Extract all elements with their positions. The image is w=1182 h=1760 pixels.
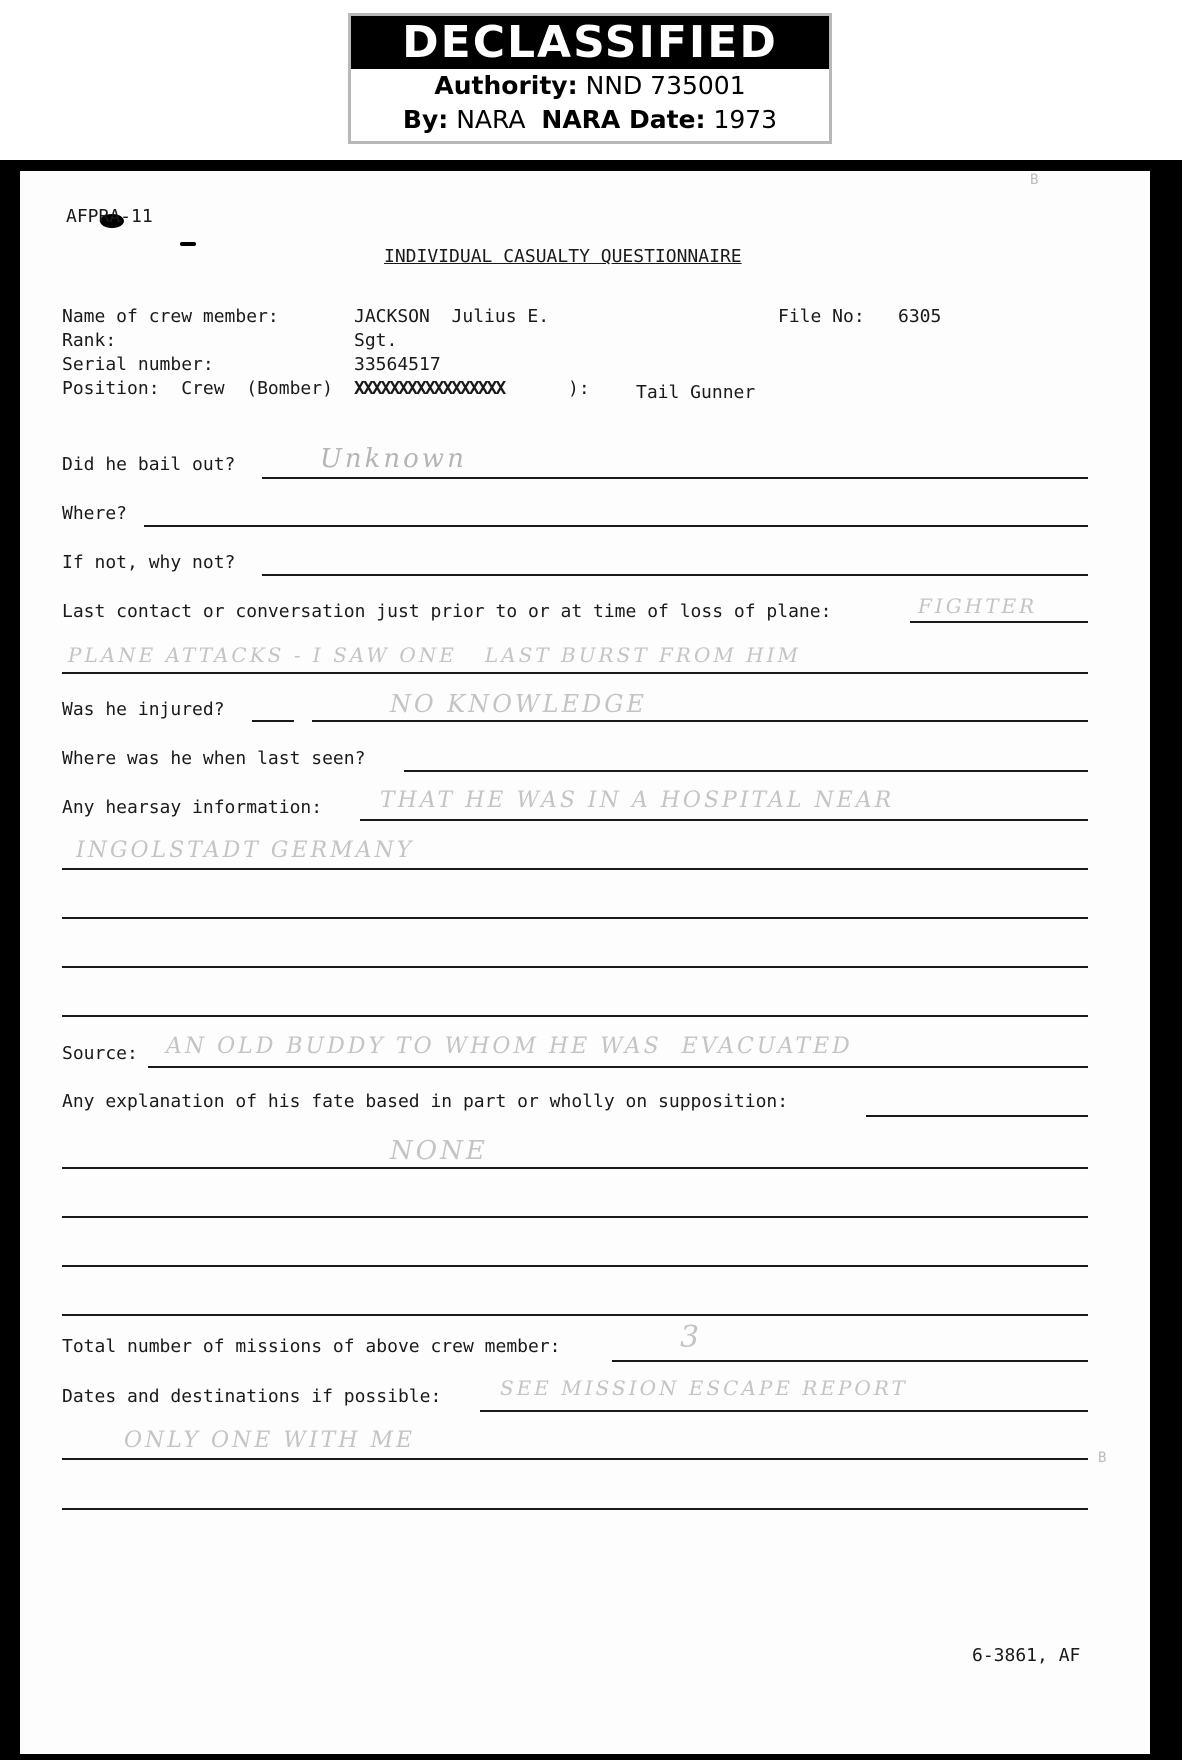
dates-answer-2: ONLY ONE WITH ME: [124, 1428, 416, 1453]
position-suffix: ):: [568, 378, 590, 399]
position-value: Tail Gunner: [636, 382, 756, 403]
corner-mark-bottom: B: [1098, 1450, 1107, 1466]
explanation-line-5: [62, 1314, 1088, 1316]
source-line: [148, 1066, 1088, 1068]
stamp-by-label: By:: [402, 105, 449, 134]
hearsay-answer-1: THAT HE WAS IN A HOSPITAL NEAR: [380, 788, 895, 813]
stamp-authority-label: Authority:: [434, 71, 578, 100]
serial-label: Serial number:: [62, 354, 214, 375]
dates-line-2: [62, 1458, 1088, 1460]
missions-label: Total number of missions of above crew member:: [62, 1336, 561, 1357]
stamp-authority-value: NND 735001: [585, 71, 746, 100]
explanation-line-4: [62, 1265, 1088, 1267]
rank-value: Sgt.: [354, 330, 398, 351]
source-answer: AN OLD BUDDY TO WHOM HE WAS EVACUATED: [166, 1034, 853, 1059]
explanation-line-2: [62, 1167, 1088, 1169]
lastseen-line: [404, 770, 1088, 772]
hearsay-line-5: [62, 1015, 1088, 1017]
dates-line-1: [480, 1410, 1088, 1412]
contact-label: Last contact or conversation just prior to or at time of loss of plane:: [62, 601, 832, 622]
ink-dot: [180, 242, 196, 246]
contact-answer-1: FIGHTER: [918, 594, 1038, 618]
contact-line-2: [62, 672, 1088, 674]
name-value: JACKSON Julius E.: [354, 306, 550, 327]
dates-line-3: [62, 1508, 1088, 1510]
hearsay-answer-2: INGOLSTADT GERMANY: [76, 838, 415, 863]
name-label: Name of crew member:: [62, 306, 279, 327]
injured-line-b: [312, 720, 1088, 722]
missions-line: [612, 1360, 1088, 1362]
file-label: File No:: [778, 306, 865, 327]
lastseen-label: Where was he when last seen?: [62, 748, 366, 769]
where-line: [144, 525, 1088, 527]
explanation-label: Any explanation of his fate based in part or wholly on supposition:: [62, 1091, 789, 1112]
stamp-date-label: NARA Date:: [541, 105, 706, 134]
stamp-title: DECLASSIFIED: [351, 16, 829, 69]
hearsay-line-2: [62, 868, 1088, 870]
dates-answer-1: SEE MISSION ESCAPE REPORT: [500, 1376, 908, 1400]
position-label: Position: Crew (Bomber): [62, 378, 333, 399]
explanation-line-3: [62, 1216, 1088, 1218]
bail-answer: Unknown: [320, 444, 467, 474]
injured-answer: NO KNOWLEDGE: [390, 690, 647, 718]
form-id: AFPRA-11: [66, 206, 153, 227]
form-sheet: [20, 171, 1150, 1754]
serial-value: 33564517: [354, 354, 441, 375]
explanation-answer: NONE: [390, 1136, 488, 1166]
hearsay-line-4: [62, 966, 1088, 968]
contact-answer-2: PLANE ATTACKS - I SAW ONE LAST BURST FROM HIM: [68, 643, 802, 667]
stamp-by: [351, 103, 829, 137]
contact-line-1: [910, 621, 1088, 623]
injured-line-a: [252, 720, 294, 722]
where-label: Where?: [62, 503, 128, 524]
rank-label: Rank:: [62, 330, 117, 351]
hearsay-label: Any hearsay information:: [62, 797, 323, 818]
source-label: Source:: [62, 1043, 138, 1064]
corner-mark-top: B: [1030, 172, 1039, 188]
footer-code: 6-3861, AF: [972, 1645, 1081, 1666]
hearsay-line-3: [62, 917, 1088, 919]
explanation-line-1: [866, 1115, 1088, 1117]
stamp-date-value: 1973: [713, 105, 778, 134]
dates-label: Dates and destinations if possible:: [62, 1386, 442, 1407]
position-struck: XXXXXXXXXXXXXXXXX: [354, 378, 505, 399]
stamp-authority: [351, 69, 829, 103]
hearsay-line-1: [360, 819, 1088, 821]
declassified-stamp: [348, 13, 832, 144]
ifnot-label: If not, why not?: [62, 552, 236, 573]
injured-label: Was he injured?: [62, 699, 225, 720]
file-value: 6305: [898, 306, 942, 327]
form-title: INDIVIDUAL CASUALTY QUESTIONNAIRE: [384, 246, 742, 267]
bail-label: Did he bail out?: [62, 454, 236, 475]
stamp-by-value: NARA: [456, 105, 526, 134]
bail-line: [262, 477, 1088, 479]
ifnot-line: [262, 574, 1088, 576]
missions-answer: 3: [680, 1320, 703, 1355]
